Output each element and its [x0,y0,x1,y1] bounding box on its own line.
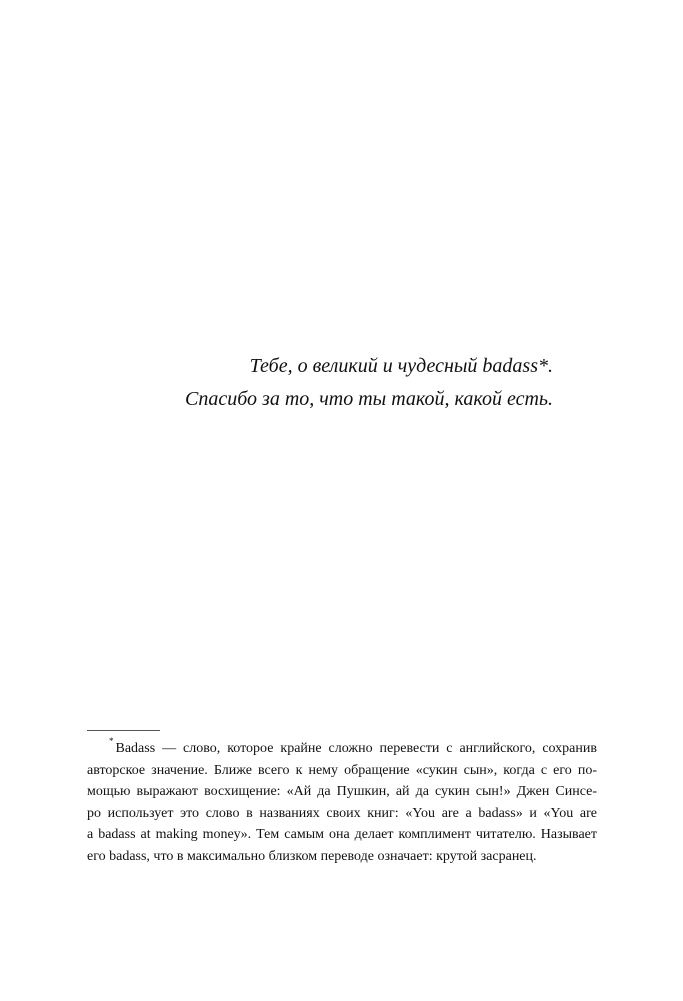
footnote-line-6: его badass, что в максимально близком переводе означает: крутой засранец. [87,848,537,864]
footnote-marker: * [109,736,114,746]
footnote-line-1-text: Badass — слово, которое крайне сложно перевести с английского, сохранив [115,741,597,756]
dedication [185,350,553,416]
footnote-divider [87,730,160,731]
dedication-line-2: Спасибо за то, что ты такой, какой есть. [185,388,553,410]
dedication-line-1: Тебе, о великий и чудесный badass*. [249,355,553,377]
footnote-line-2: авторское значение. Ближе всего к нему обращение «сукин сын», когда с его по- [87,762,597,778]
footnote-line-4: ро использует это слово в названиях своих книг: «You are a badass» и «You are [87,805,597,821]
footnote-line-5: a badass at making money». Тем самым она делает комплимент читателю. Называет [87,827,597,842]
footnote-line-3: мощью выражают восхищение: «Ай да Пушкин, ай да сукин сын!» Джен Синсе- [87,784,597,799]
footnote-line-1 [87,738,597,760]
footnote [87,738,597,867]
